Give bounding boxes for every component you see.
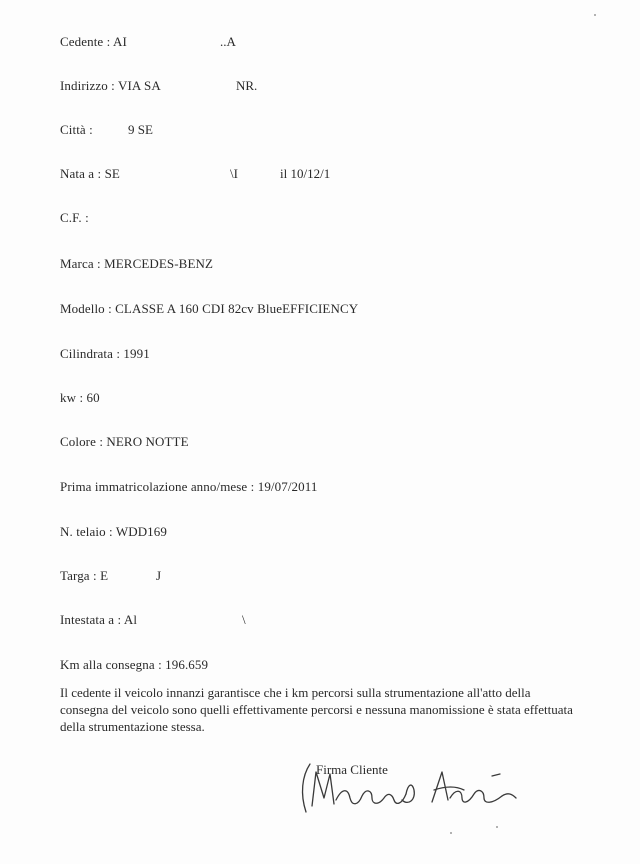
citta-label: Città : xyxy=(60,122,93,137)
field-cedente xyxy=(60,34,127,50)
intestata-label: Intestata a : Al xyxy=(60,612,138,627)
field-marca xyxy=(60,256,213,272)
paragraph-line-2: consegna del veicolo sono quelli effettivamente percorsi e nessuna manomissione è stata effettuata xyxy=(60,702,573,717)
guarantee-paragraph xyxy=(60,684,600,735)
kw-value: kw : 60 xyxy=(60,390,100,405)
field-nata-a xyxy=(60,166,120,182)
field-km xyxy=(60,657,208,673)
paragraph-line-3: della strumentazione stessa. xyxy=(60,719,205,734)
targa-tail: J xyxy=(156,568,162,583)
signature-label: Firma Cliente xyxy=(316,762,388,777)
field-cf xyxy=(60,210,89,226)
scan-speck xyxy=(450,832,452,834)
handwritten-signature xyxy=(296,754,526,824)
field-intestata xyxy=(60,612,137,628)
citta-tail: 9 SE xyxy=(128,122,153,137)
nata-mid: \I xyxy=(230,166,238,181)
field-kw xyxy=(60,390,100,406)
telaio-value: N. telaio : WDD169 xyxy=(60,524,167,539)
colore-value: Colore : NERO NOTTE xyxy=(60,434,189,449)
prima-immatricolazione-value: Prima immatricolazione anno/mese : 19/07/2011 xyxy=(60,479,318,494)
field-prima-immatricolazione xyxy=(60,479,317,495)
targa-label: Targa : E xyxy=(60,568,109,583)
field-indirizzo xyxy=(60,78,161,94)
field-targa xyxy=(60,568,108,584)
field-modello xyxy=(60,301,358,317)
cilindrata-value: Cilindrata : 1991 xyxy=(60,346,150,361)
field-telaio xyxy=(60,524,167,540)
indirizzo-label: Indirizzo : VIA SA xyxy=(60,78,161,93)
nata-il-date: il 10/12/1 xyxy=(280,166,334,181)
nata-a-label: Nata a : SE xyxy=(60,166,120,181)
scan-speck xyxy=(496,826,498,828)
cedente-tail: ..A xyxy=(220,34,236,49)
cedente-label: Cedente : AI xyxy=(60,34,127,49)
paragraph-line-1: Il cedente il veicolo innanzi garantisce che i km percorsi sulla strumentazione all'atto della xyxy=(60,685,531,700)
field-cilindrata xyxy=(60,346,150,362)
km-value: Km alla consegna : 196.659 xyxy=(60,657,209,672)
indirizzo-tail: NR. xyxy=(236,78,258,93)
marca-value: Marca : MERCEDES-BENZ xyxy=(60,256,214,271)
modello-value: Modello : CLASSE A 160 CDI 82cv BlueEFFICIENCY xyxy=(60,301,359,316)
cf-label: C.F. : xyxy=(60,210,89,225)
scan-speck xyxy=(594,14,596,16)
field-colore xyxy=(60,434,189,450)
intestata-tail: \ xyxy=(242,612,246,627)
field-citta xyxy=(60,122,93,138)
